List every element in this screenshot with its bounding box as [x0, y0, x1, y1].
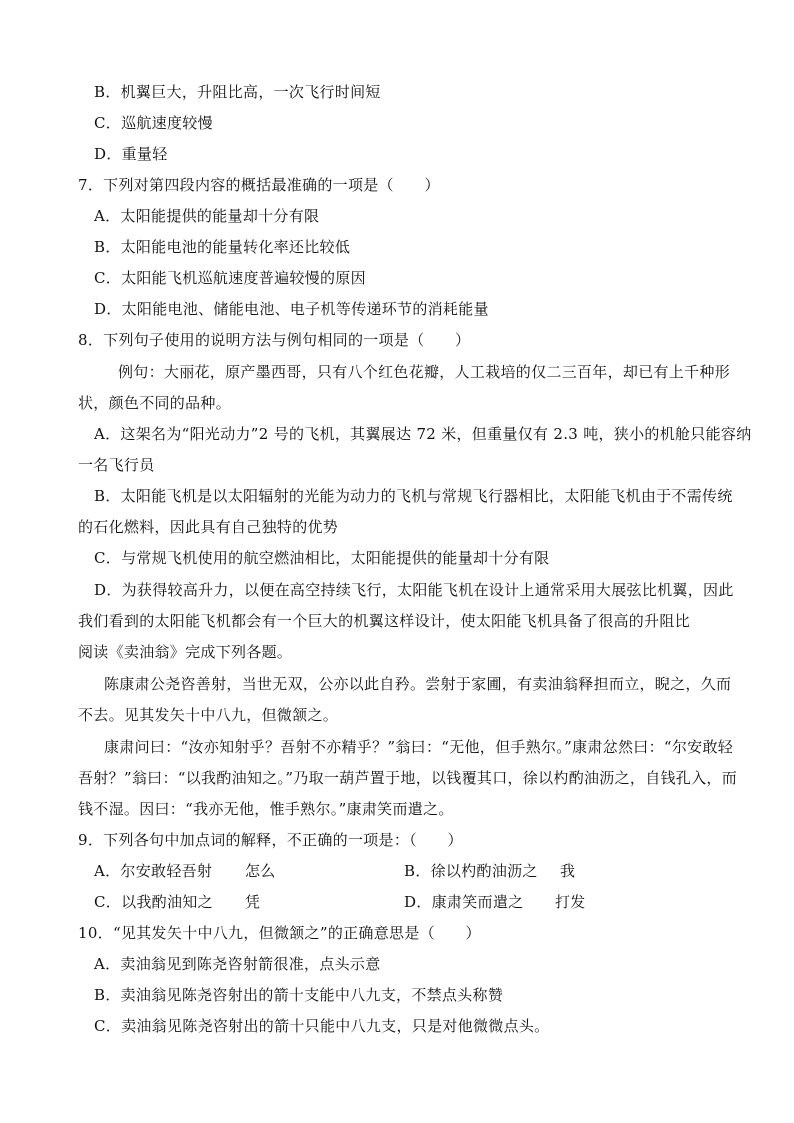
reading-intro: 阅读《卖油翁》完成下列各题。 [78, 643, 293, 661]
q9-option-a: A．尔安敢轻吾射 [94, 862, 213, 880]
passage-p1-line2: 不去。见其发矢十中八九，但微颔之。 [78, 706, 339, 724]
q7-option-a: A．太阳能提供的能量却十分有限 [94, 207, 320, 225]
passage-p2-line1: 康肃问曰：“汝亦知射乎？吾射不亦精乎？”翁曰：“无他，但手熟尔。”康肃忿然曰：“尔安敢轻 [104, 738, 734, 756]
q9-options-row-1 [0, 861, 794, 881]
q9-option-b-gloss: 我 [560, 862, 576, 880]
q8-option-c: C．与常规飞机使用的航空燃油相比，太阳能提供的能量却十分有限 [94, 549, 550, 567]
q8-option-b-line2: 的石化燃料，因此具有自己独特的优势 [78, 518, 339, 536]
q7-stem: 7．下列对第四段内容的概括最准确的一项是（ ） [78, 176, 440, 194]
q10-stem: 10．“见其发矢十中八九，但微颔之”的正确意思是（ ） [78, 924, 481, 942]
q8-option-a-line1: A．这架名为“阳光动力”2 号的飞机，其翼展达 72 米，但重量仅有 2.3 吨，狭小的机舱只能容纳 [94, 425, 752, 443]
passage-p2-line3: 钱不湿。因曰：“我亦无他，惟手熟尔。”康肃笑而遣之。 [78, 800, 454, 818]
q10-option-b: B．卖油翁见陈尧咨射出的箭十支能中八九支，不禁点头称赞 [94, 986, 504, 1004]
q6-option-d: D．重量轻 [94, 145, 168, 163]
q10-option-c: C．卖油翁见陈尧咨射出的箭十只能中八九支，只是对他微微点头。 [94, 1017, 550, 1035]
q9-option-d: D．康肃笑而遣之 [404, 893, 524, 911]
q9-option-c-gloss: 凭 [245, 893, 261, 911]
q6-option-c: C．巡航速度较慢 [94, 114, 213, 132]
q9-stem: 9．下列各句中加点词的解释，不正确的一项是：（ ） [78, 831, 463, 849]
q8-example-line2: 状，颜色不同的品种。 [78, 394, 232, 412]
q9-option-d-gloss: 打发 [555, 893, 586, 911]
q10-option-a: A．卖油翁见到陈尧咨射箭很准，点头示意 [94, 955, 381, 973]
passage-p2-line2: 吾射？”翁曰：“以我酌油知之。”乃取一葫芦置于地，以钱覆其口，徐以杓酌油沥之，自钱孔入，而 [78, 769, 738, 787]
q6-option-b: B．机翼巨大，升阻比高，一次飞行时间短 [94, 83, 381, 101]
q9-option-a-gloss: 怎么 [245, 862, 276, 880]
q7-option-d: D．太阳能电池、储能电池、电子机等传递环节的消耗能量 [94, 300, 489, 318]
passage-p1-line1: 陈康肃公尧咨善射，当世无双，公亦以此自矜。尝射于家圃，有卖油翁释担而立，睨之，久而 [104, 675, 732, 693]
q7-option-b: B．太阳能电池的能量转化率还比较低 [94, 238, 351, 256]
q8-option-d-line1: D．为获得较高升力，以便在高空持续飞行，太阳能飞机在设计上通常采用大展弦比机翼，因此 [94, 581, 734, 599]
q9-option-b: B．徐以杓酌油沥之 [404, 862, 538, 880]
q8-option-d-line2: 我们看到的太阳能飞机都会有一个巨大的机翼这样设计，使太阳能飞机具备了很高的升阻比 [78, 612, 691, 630]
q9-option-c: C．以我酌油知之 [94, 893, 213, 911]
q7-option-c: C．太阳能飞机巡航速度普遍较慢的原因 [94, 269, 366, 287]
q8-example-line1: 例句：大丽花，原产墨西哥，只有八个红色花瓣，人工栽培的仅二三百年，却已有上千种形 [118, 363, 731, 381]
q8-option-b-line1: B．太阳能飞机是以太阳辐射的光能为动力的飞机与常规飞行器相比，太阳能飞机由于不需传统 [94, 487, 733, 505]
q8-option-a-line2: 一名飞行员 [78, 456, 155, 474]
q8-stem: 8．下列句子使用的说明方法与例句相同的一项是（ ） [78, 331, 471, 349]
q9-options-row-2 [0, 892, 794, 912]
